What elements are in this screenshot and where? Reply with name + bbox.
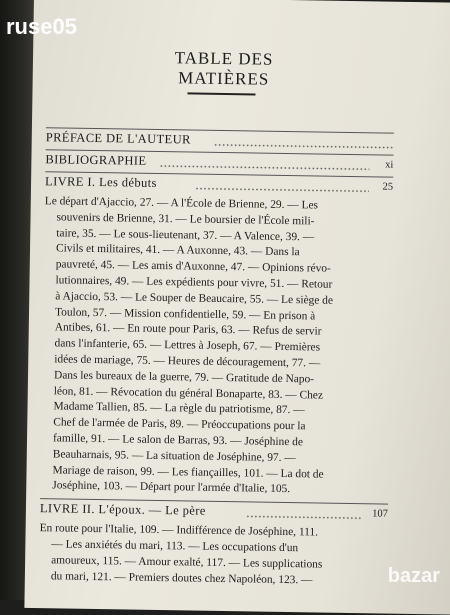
toc-livre-1-label: LIVRE I. Les débuts <box>44 174 157 190</box>
watermark-text: ruse05 <box>6 14 77 39</box>
entry-line: — Les anxiétés du mari, 113. — Les occupations d'un <box>51 538 299 555</box>
entry-line: dans l'infanterie, 65. — Lettres à Joseph, 67. — Premières <box>54 337 321 354</box>
entry-line: Mariage de raison, 99. — Les fiançailles, 101. — La dot de <box>52 463 324 481</box>
entry-line: Joséphine, 103. — Départ pour l'armée d'Italie, 105. <box>52 479 291 496</box>
toc-bibliographie-label: BIBLIOGRAPHIE <box>45 152 147 168</box>
toc-livre-1-entries <box>40 192 393 503</box>
toc-livre-1-page: 25 <box>382 181 394 193</box>
entry-line: amoureux, 115. — Amour exalté, 117. — Les supplications <box>51 554 323 571</box>
dot-leader <box>195 188 369 193</box>
toc-preface-label: PRÉFACE DE L'AUTEUR <box>45 130 191 147</box>
entry-line: Le départ d'Ajaccio, 27. — A l'École de Brienne, 29. — Les <box>44 195 319 212</box>
entry-line: léon, 81. — Révocation du général Bonaparte, 83. — Chez <box>53 384 324 402</box>
entry-line: lutionnaires, 49. — Les expédients pour vivre, 51. — Retour <box>55 274 333 291</box>
entry-line: Madame Tallien, 85. — La règle du patriotisme, 87. — <box>53 400 305 417</box>
entry-line: souvenirs de Brienne, 31. — Le boursier de l'École mili- <box>56 211 315 228</box>
toc-livre-2-label: LIVRE II. L'époux. — Le père <box>39 501 206 518</box>
entry-line: Civils et militaires, 41. — A Auxonne, 43. — Dans la <box>55 242 300 259</box>
dot-leader <box>246 516 362 520</box>
toc-bibliographie-page: xi <box>385 159 394 171</box>
entry-line: Chef de l'armée de Paris, 89. — Préoccupations pour la <box>53 416 306 433</box>
toc-livre-2-entries <box>39 519 388 593</box>
dot-leader <box>214 144 394 149</box>
entry-line: Beauharnais, 95. — La situation de Joséphine, 97. — <box>52 448 296 464</box>
entry-line: à Ajaccio, 53. — Le Souper de Beaucaire, 55. — Le siège de <box>55 290 334 307</box>
book-page <box>24 0 450 615</box>
page-title: TABLE DES MATIÈRES <box>174 48 274 89</box>
entry-line: Toulon, 57. — Mission confidentielle, 59. — En prison à <box>54 305 316 323</box>
entry-line: Dans les bureaux de la guerre, 79. — Gratitude de Napo- <box>53 369 315 386</box>
toc-livre-2-page: 107 <box>372 508 388 520</box>
dot-leader <box>159 165 369 170</box>
title-rule <box>187 92 255 95</box>
entry-line: taire, 35. — Le sous-lieutenant, 37. — A Valence, 39. — <box>56 226 315 244</box>
entry-line: Antibes, 61. — En route pour Paris, 63. — Refus de servir <box>54 321 322 338</box>
entry-line: famille, 91. — Le salon de Barras, 93. — Joséphine de <box>52 432 304 449</box>
table-of-contents <box>39 126 394 593</box>
entry-line: du mari, 121. — Premiers doutes chez Napoléon, 123. — <box>50 569 313 586</box>
brand-logo: bazar <box>387 565 440 587</box>
entry-line: pauvreté, 45. — Les amis d'Auxonne, 47. — Opinions révo- <box>55 258 331 275</box>
entry-line: En route pour l'Italie, 109. — Indifférence de Joséphine, 111. <box>39 522 319 539</box>
entry-line: idées de mariage, 75. — Heures de découragement, 77. — <box>54 353 321 370</box>
